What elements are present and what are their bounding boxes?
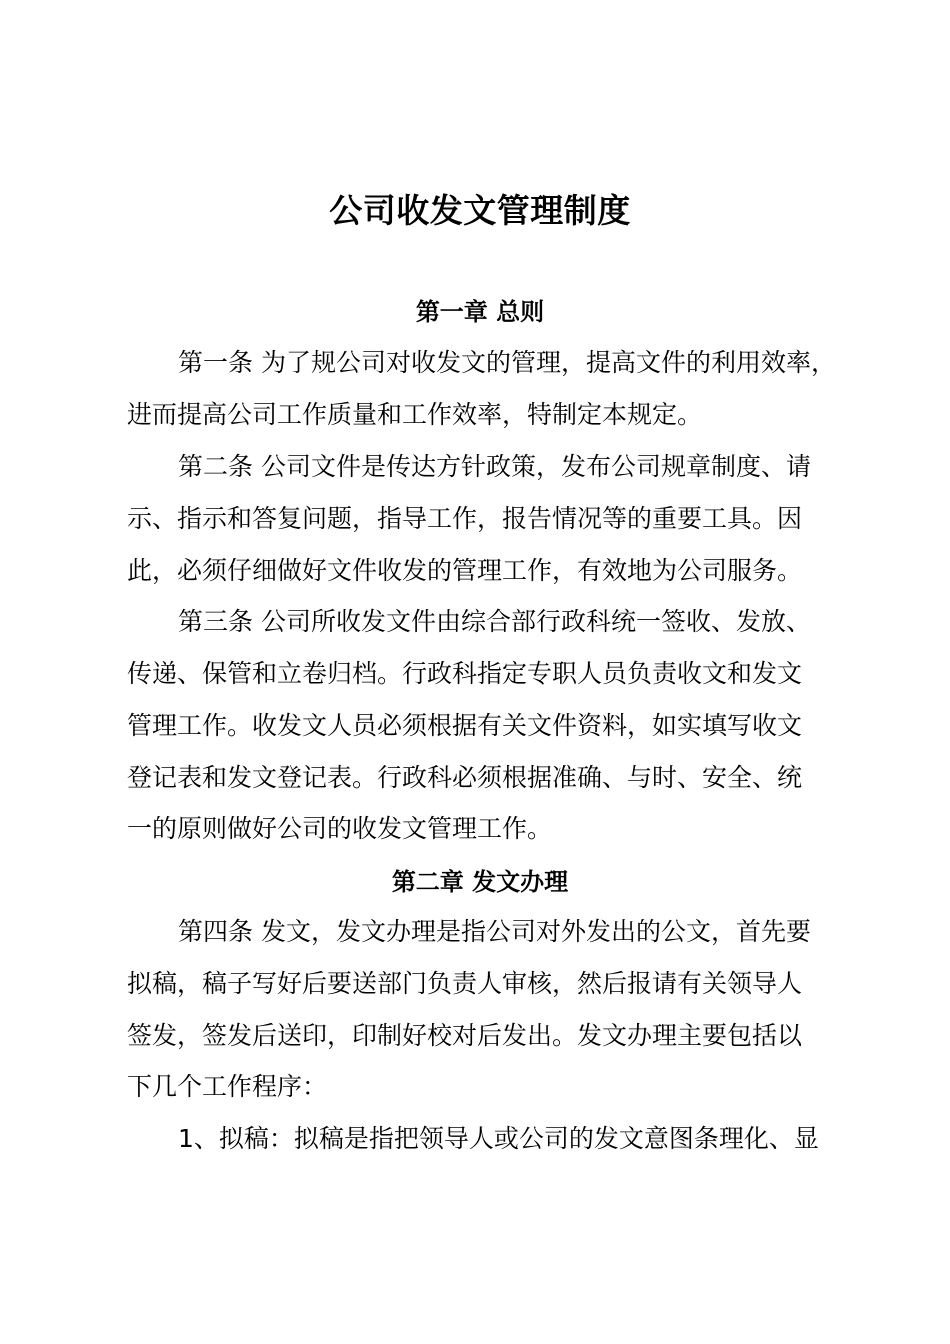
paragraph-line: 示、指示和答复问题，指导工作，报告情况等的重要工具。因 xyxy=(127,504,803,533)
chapter-heading: 第二章 发文办理 xyxy=(391,868,569,896)
paragraph-line: 进而提高公司工作质量和工作效率，特制定本规定。 xyxy=(127,400,703,429)
paragraph-line: 一的原则做好公司的收发文管理工作。 xyxy=(127,814,553,843)
paragraph-line: 此，必须仔细做好文件收发的管理工作，有效地为公司服务。 xyxy=(127,556,803,585)
paragraph-line: 第二条 公司文件是传达方针政策，发布公司规章制度、请 xyxy=(178,452,811,481)
paragraph-line: 传递、保管和立卷归档。行政科指定专职人员负责收文和发文 xyxy=(127,659,803,688)
paragraph-line: 管理工作。收发文人员必须根据有关文件资料，如实填写收文 xyxy=(127,711,803,740)
paragraph-line: 第三条 公司所收发文件由综合部行政科统一签收、发放、 xyxy=(178,607,811,636)
paragraph-line: 第一条 为了规公司对收发文的管理，提高文件的利用效率， xyxy=(178,348,836,377)
paragraph-line: 拟稿，稿子写好后要送部门负责人审核，然后报请有关领导人 xyxy=(127,969,803,998)
paragraph-line: 下几个工作程序： xyxy=(127,1072,328,1101)
paragraph-line: 第四条 发文，发文办理是指公司对外发出的公文，首先要 xyxy=(178,917,811,946)
chapter-heading: 第一章 总则 xyxy=(415,298,545,326)
paragraph-line: 登记表和发文登记表。行政科必须根据准确、与时、安全、统 xyxy=(127,763,803,792)
paragraph-line: 签发，签发后送印，印制好校对后发出。发文办理主要包括以 xyxy=(127,1021,803,1050)
document-title: 公司收发文管理制度 xyxy=(329,191,631,230)
list-item-line: 1、拟稿：拟稿是指把领导人或公司的发文意图条理化、显 xyxy=(178,1124,819,1153)
